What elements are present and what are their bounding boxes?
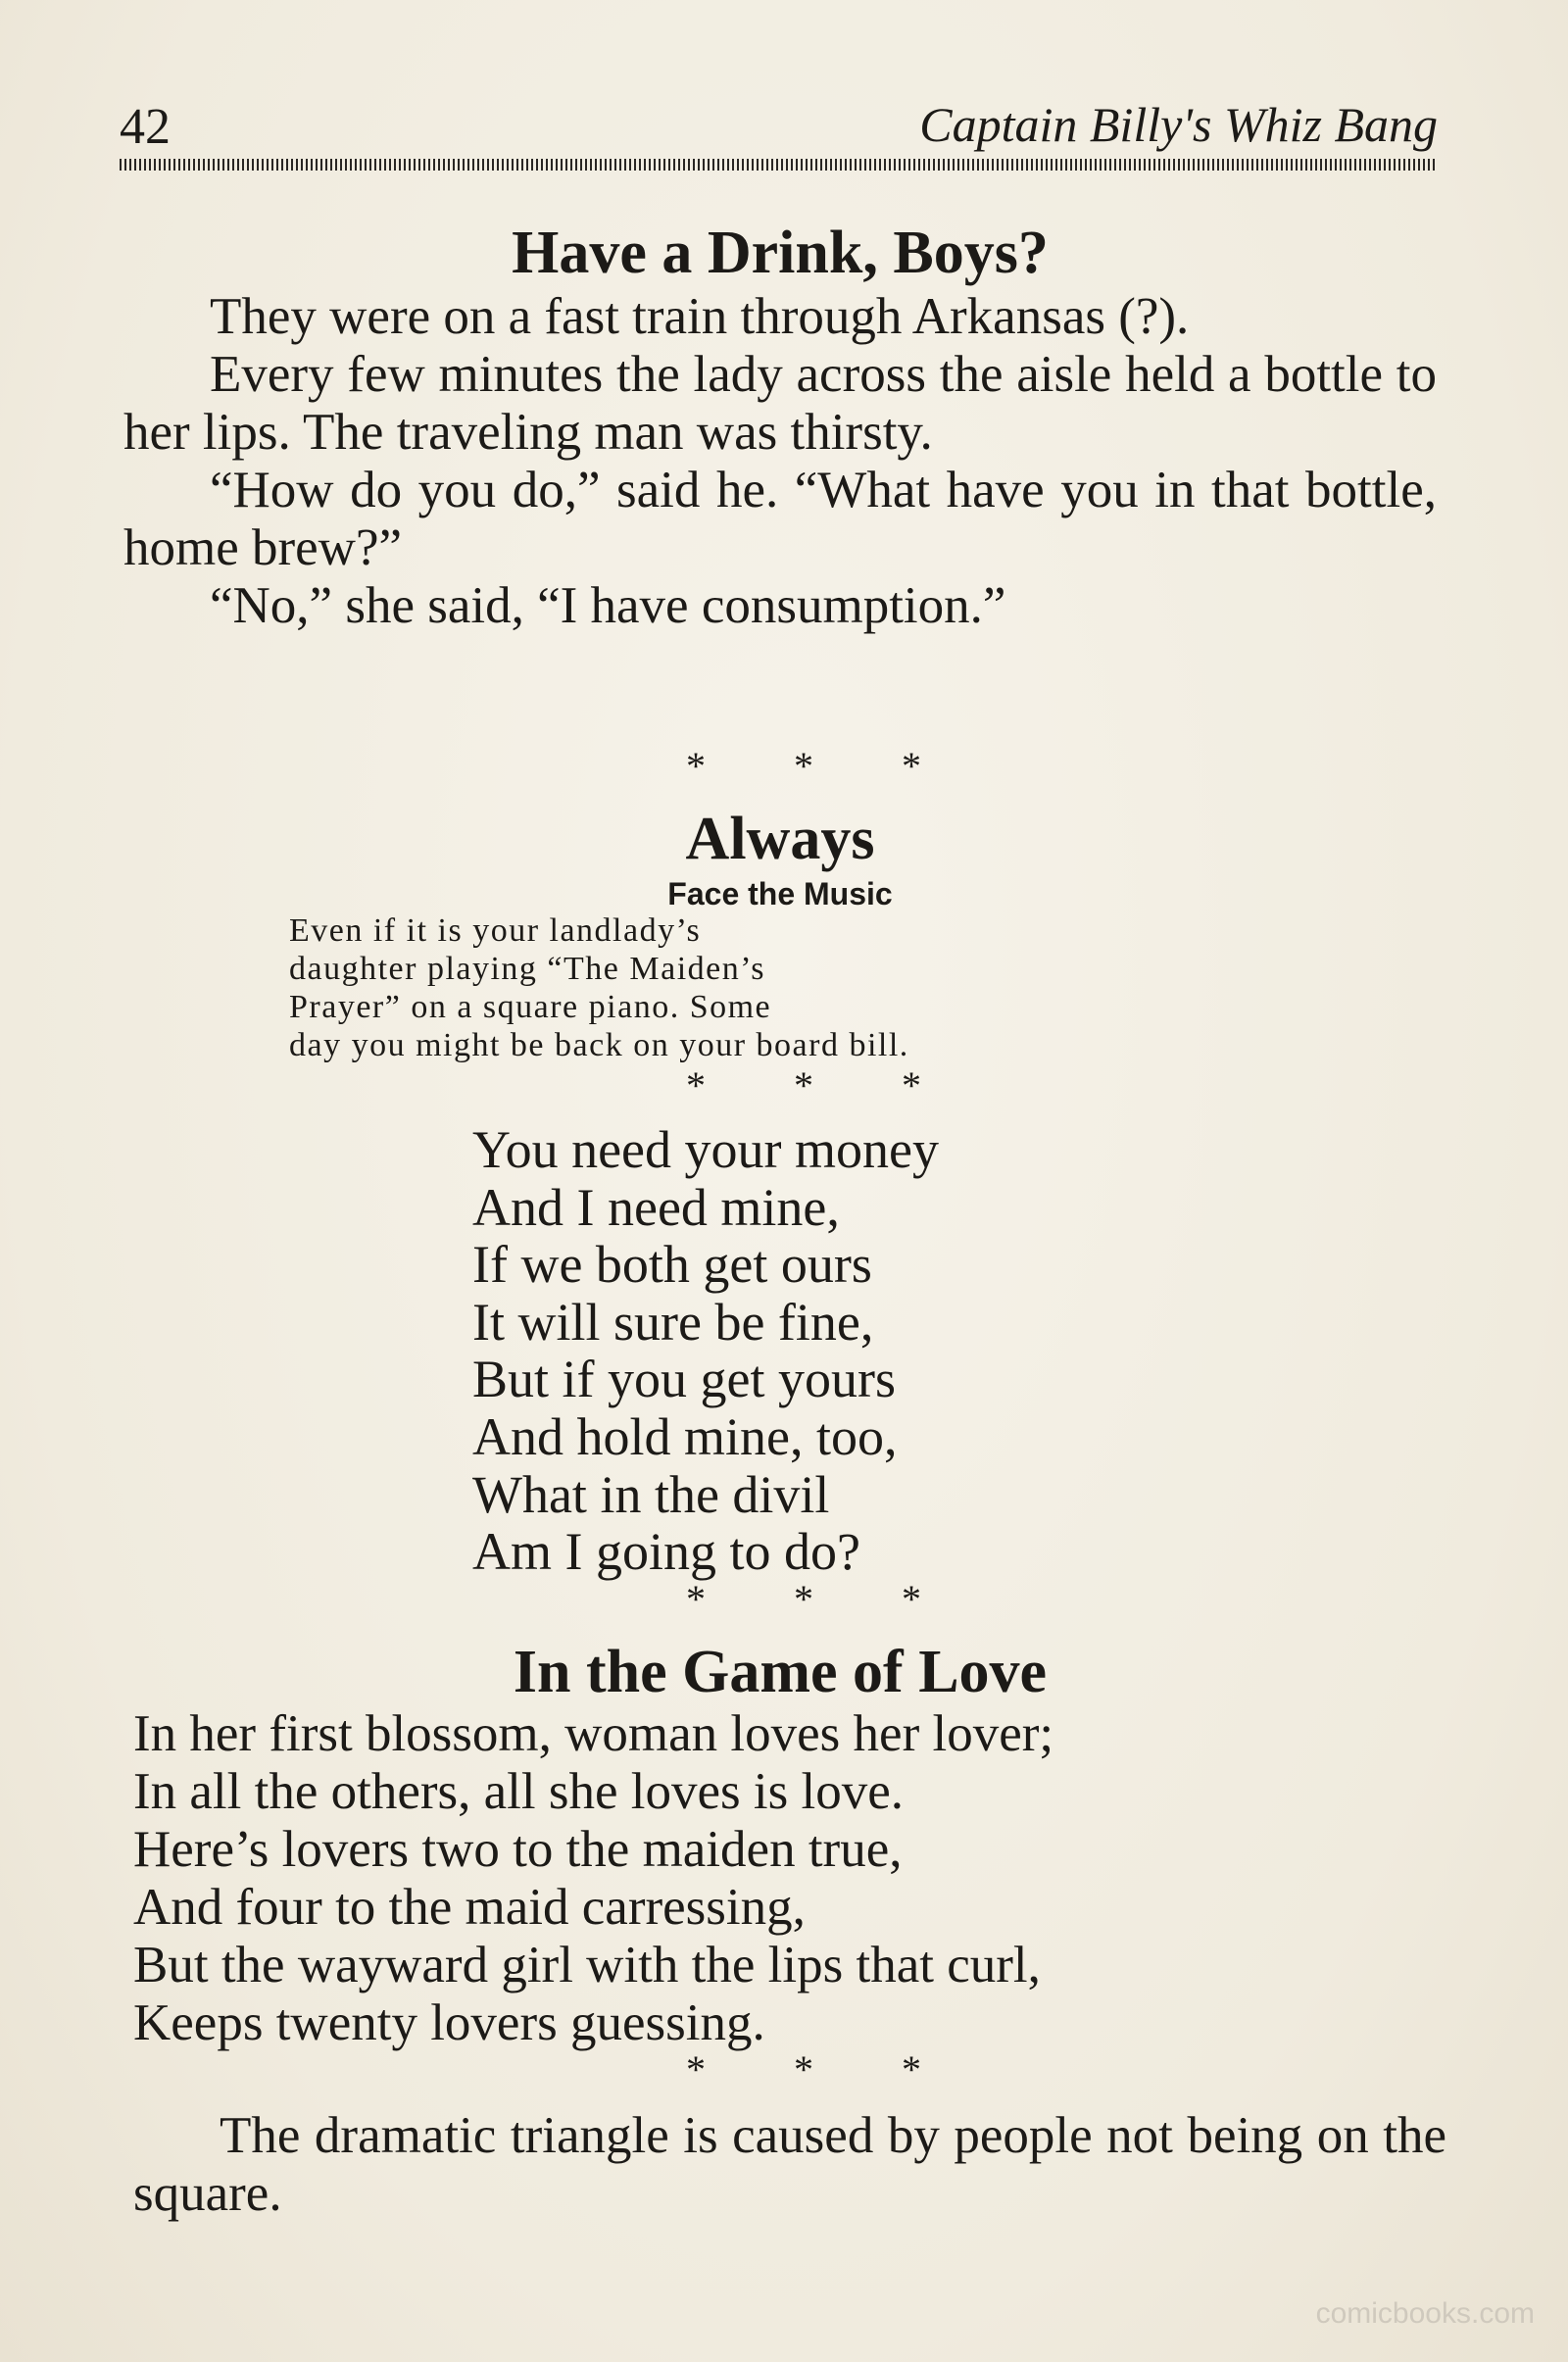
article-paragraph: “No,” she said, “I have consumption.”	[210, 577, 1006, 634]
verse-line: In all the others, all she loves is love.	[133, 1763, 904, 1820]
header-rule	[120, 159, 1438, 171]
separator: * * *	[686, 1577, 960, 1621]
poem-line: Am I going to do?	[472, 1522, 860, 1582]
love-verse	[133, 1705, 1446, 2052]
separator: * * *	[686, 744, 960, 788]
text-line: Prayer” on a square piano. Some	[289, 989, 772, 1025]
verse-line: Keeps twenty lovers guessing.	[133, 1994, 765, 2051]
money-poem	[472, 1121, 1158, 1581]
verse-line: Here’s lovers two to the maiden true,	[133, 1821, 903, 1878]
verse-line: In her first blossom, woman loves her lover;	[133, 1705, 1054, 1762]
poem-line: It will sure be fine,	[472, 1292, 874, 1352]
article-have-a-drink	[123, 218, 1437, 635]
article-title: Always	[685, 806, 875, 872]
article-paragraph: “How do you do,” said he. “What have you in that bottle, home brew?”	[123, 462, 1437, 576]
article-paragraph: Every few minutes the lady across the aisle held a bottle to her lips. The traveling man was thirsty.	[123, 346, 1437, 461]
text-line: Even if it is your landlady’s	[289, 912, 702, 949]
poem-line: And hold mine, too,	[472, 1406, 898, 1466]
page-number: 42	[120, 99, 171, 155]
article-title: In the Game of Love	[513, 1639, 1048, 1705]
separator: * * *	[686, 2047, 960, 2091]
poem-line: What in the divil	[472, 1464, 830, 1524]
verse-line: But the wayward girl with the lips that curl,	[133, 1937, 1041, 1993]
article-paragraph: The dramatic triangle is caused by people not being on the square.	[133, 2107, 1446, 2222]
always-text	[289, 911, 1176, 1064]
page-header	[120, 90, 1438, 159]
article-paragraph: They were on a fast train through Arkansas (?).	[210, 288, 1190, 345]
watermark: comicbooks.com	[1315, 2297, 1535, 2330]
text-line: daughter playing “The Maiden’s	[289, 951, 765, 987]
article-triangle	[133, 2107, 1446, 2223]
text-line: day you might be back on your board bill.	[289, 1027, 909, 1063]
poem-line: But if you get yours	[472, 1350, 896, 1409]
separator: * * *	[686, 1063, 960, 1107]
running-title: Captain Billy's Whiz Bang	[919, 97, 1438, 152]
article-subtitle: Face the Music	[667, 876, 893, 911]
article-always	[123, 804, 1437, 913]
article-game-of-love	[123, 1637, 1437, 1707]
poem-line: And I need mine,	[472, 1177, 840, 1237]
poem-line: If we both get ours	[472, 1235, 872, 1295]
article-title: Have a Drink, Boys?	[512, 220, 1049, 286]
poem-line: You need your money	[472, 1120, 939, 1179]
verse-line: And four to the maid carressing,	[133, 1879, 806, 1936]
